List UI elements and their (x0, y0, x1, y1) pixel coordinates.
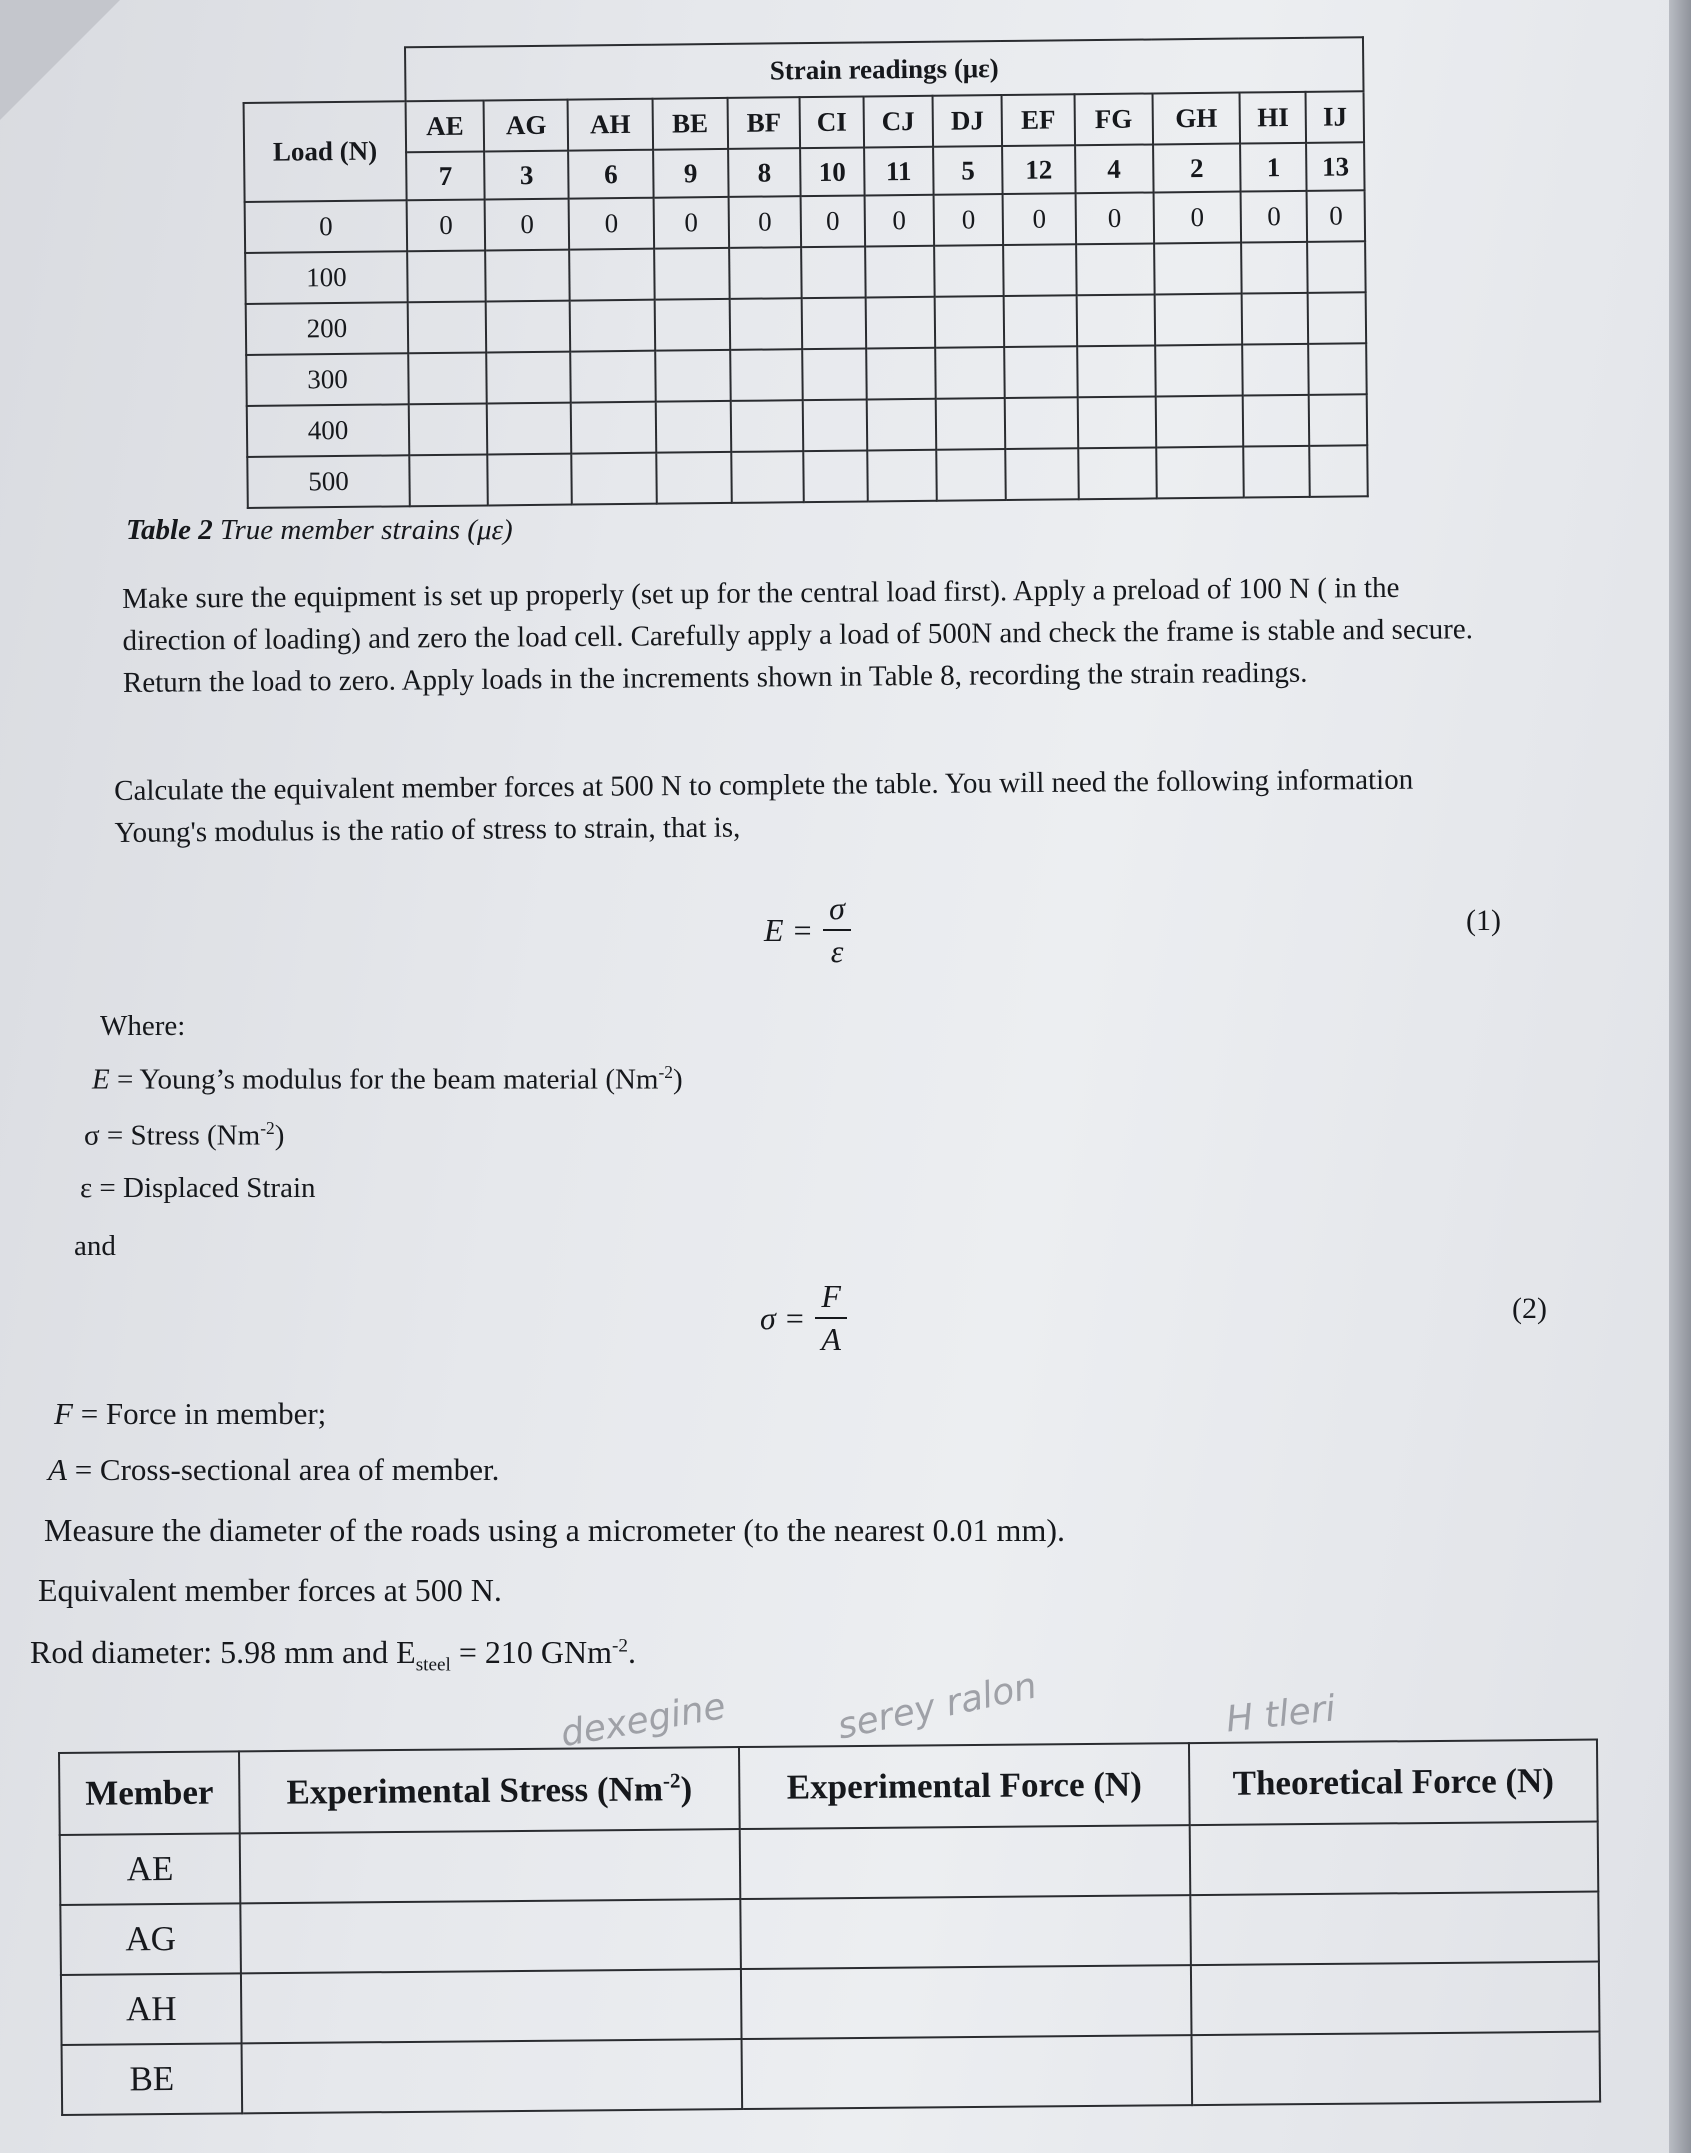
load-cell: 0 (245, 200, 408, 253)
strain-cell[interactable] (802, 297, 866, 349)
strain-cell[interactable] (654, 248, 730, 300)
member-row (61, 1962, 1600, 2045)
member-index: 6 (569, 150, 654, 199)
symbol: E (92, 1063, 110, 1096)
strain-cell[interactable] (731, 451, 804, 503)
strain-cell[interactable] (656, 452, 732, 504)
member-cell: AE (60, 1833, 241, 1905)
equation-youngs-modulus (764, 890, 851, 970)
member-table-body (60, 1822, 1600, 2115)
member-row (60, 1892, 1599, 1975)
strain-row (247, 445, 1367, 508)
member-header: BE (652, 98, 728, 150)
definition-A (48, 1452, 499, 1488)
member-index: 8 (728, 148, 801, 197)
strain-cell[interactable]: 0 (1307, 190, 1365, 242)
table-caption (126, 514, 513, 547)
calculation-paragraph: Calculate the equivalent member forces at 500 N to complete the table. You will need the following information Young's modulus is the ratio of stress to strain, that is, (114, 763, 1414, 849)
strain-cell[interactable]: 0 (1241, 191, 1308, 243)
theoretical-force-cell[interactable] (1190, 1822, 1599, 1896)
member-table-header (59, 1740, 1598, 1835)
strain-cell[interactable] (935, 347, 1005, 399)
fraction-denominator: ε (830, 933, 844, 969)
measure-instruction: Measure the diameter of the roads using a micrometer (to the nearest 0.01 mm). (44, 1512, 1065, 1548)
member-index: 5 (933, 146, 1003, 195)
blank-header-cell (243, 47, 406, 103)
member-header: AE (406, 100, 485, 152)
fraction (823, 890, 851, 970)
member-header: GH (1152, 93, 1240, 145)
member-header: DJ (933, 95, 1003, 147)
member-forces-table (58, 1739, 1601, 2116)
experimental-force-cell[interactable] (742, 2035, 1193, 2109)
steel-subscript: steel (415, 1654, 451, 1676)
theoretical-force-cell[interactable] (1191, 1962, 1600, 2036)
strain-cell[interactable] (729, 247, 802, 299)
fraction-numerator: F (815, 1278, 847, 1319)
strain-readings-table (242, 36, 1369, 509)
strain-cell[interactable] (802, 348, 866, 400)
strain-cell[interactable] (865, 246, 935, 298)
member-index: 7 (406, 151, 485, 200)
page-fold (0, 0, 120, 120)
member-header: AH (568, 99, 653, 151)
strain-cell[interactable] (803, 399, 867, 451)
member-index: 4 (1075, 144, 1154, 193)
rod-text: Rod diameter: 5.98 mm and E (30, 1634, 416, 1670)
strain-cell[interactable] (934, 245, 1004, 297)
symbol: A (48, 1452, 67, 1487)
period: . (628, 1634, 637, 1670)
caption-label: Table 2 (126, 514, 213, 546)
handwritten-note: serey ralon (833, 1665, 1041, 1748)
strain-cell[interactable]: 0 (1153, 192, 1241, 244)
member-header: AG (484, 100, 569, 152)
strain-cell[interactable] (1005, 346, 1078, 398)
strain-cell[interactable] (1154, 243, 1242, 295)
strain-cell[interactable] (1309, 394, 1367, 446)
member-cell: BE (62, 2043, 243, 2115)
stress-cell[interactable] (242, 2039, 743, 2113)
member-index: 2 (1153, 144, 1241, 193)
strain-cell[interactable]: 0 (801, 195, 865, 247)
theoretical-force-header: Theoretical Force (N) (1189, 1740, 1598, 1826)
member-cell: AH (61, 1973, 242, 2045)
stress-header (239, 1747, 740, 1833)
strain-cell[interactable] (655, 401, 731, 453)
strain-cell[interactable] (408, 352, 487, 404)
member-header: Member (59, 1751, 240, 1835)
instructions-paragraph: Make sure the equipment is set up properly (set up for the central load first). Apply a preload of 100 N ( in the direction of loading) and zero the load cell. Carefully apply a load of 500N and check the frame is stable and secure. Return the load to zero. Apply loads in the increments shown in Table 8, recording the strain readings. (122, 571, 1474, 699)
caption-text: True member strains (με) (212, 514, 513, 546)
strain-cell[interactable] (1242, 344, 1309, 396)
experimental-force-cell[interactable] (741, 1965, 1192, 2039)
strain-cell[interactable] (865, 297, 935, 349)
definition-text: σ = Stress (Nm (84, 1119, 261, 1152)
member-cell: AG (60, 1903, 241, 1975)
strain-cell[interactable] (572, 453, 657, 505)
strain-cell[interactable] (570, 249, 655, 301)
strain-cell[interactable] (935, 296, 1005, 348)
strain-cell[interactable]: 0 (485, 199, 570, 251)
equation-lhs: σ = (760, 1299, 806, 1336)
strain-cell[interactable] (408, 301, 487, 353)
equation-number: (2) (1512, 1292, 1547, 1325)
equation-number: (1) (1466, 904, 1501, 937)
experimental-force-cell[interactable] (740, 1895, 1191, 1969)
stress-header-text: Experimental Stress (Nm (286, 1769, 664, 1812)
paper-edge (1669, 0, 1691, 2153)
strain-cell[interactable] (1308, 241, 1366, 293)
fraction-denominator: A (821, 1321, 841, 1357)
strain-cell[interactable] (1003, 244, 1076, 296)
member-header: IJ (1306, 91, 1364, 143)
stress-cell[interactable] (240, 1829, 741, 1903)
rod-modulus: = 210 GNm (450, 1634, 613, 1670)
strain-cell[interactable] (936, 449, 1006, 501)
strain-cell[interactable]: 0 (1075, 192, 1154, 244)
strain-group-header: Strain readings (με) (405, 37, 1364, 101)
strain-cell[interactable] (1243, 446, 1310, 498)
member-index: 10 (800, 147, 864, 196)
strain-cell[interactable] (1155, 294, 1243, 346)
unit-exponent: -2 (612, 1635, 629, 1657)
strain-cell[interactable] (1155, 345, 1243, 397)
strain-cell[interactable] (1310, 445, 1368, 497)
strain-cell[interactable] (1241, 242, 1308, 294)
strain-cell[interactable] (1156, 447, 1244, 499)
strain-cell[interactable] (1005, 397, 1078, 449)
strain-cell[interactable] (867, 450, 937, 502)
strain-cell[interactable] (571, 402, 656, 454)
strain-cell[interactable] (730, 298, 803, 350)
strain-cell[interactable] (804, 450, 868, 502)
unit-exponent: -2 (658, 1062, 673, 1082)
strain-cell[interactable] (731, 400, 804, 452)
load-cell: 500 (247, 455, 410, 508)
member-index: 9 (653, 149, 729, 198)
strain-cell[interactable] (801, 246, 865, 298)
strain-cell[interactable] (866, 399, 936, 451)
strain-cell[interactable] (655, 350, 731, 402)
member-index: 13 (1307, 142, 1365, 191)
load-header: Load (N) (244, 101, 407, 202)
strain-cell[interactable] (409, 403, 488, 455)
experimental-force-header: Experimental Force (N) (739, 1743, 1190, 1829)
strain-cell[interactable] (487, 403, 572, 455)
strain-cell[interactable] (730, 349, 803, 401)
load-cell: 200 (246, 302, 409, 355)
definition-text: = Force in member; (72, 1396, 327, 1431)
strain-cell[interactable] (1077, 345, 1156, 397)
member-header: BF (727, 97, 800, 149)
strain-table-body (245, 190, 1368, 508)
load-cell: 400 (247, 404, 410, 457)
theoretical-force-cell[interactable] (1192, 2032, 1601, 2106)
stress-cell[interactable] (240, 1899, 741, 1973)
strain-cell[interactable] (1076, 294, 1155, 346)
strain-cell[interactable]: 0 (1003, 193, 1076, 245)
strain-cell[interactable] (1309, 343, 1367, 395)
closing-paren: ) (680, 1768, 693, 1808)
rod-diameter-line (30, 1634, 636, 1676)
strain-cell[interactable] (866, 348, 936, 400)
member-row (62, 2032, 1601, 2115)
theoretical-force-cell[interactable] (1190, 1892, 1599, 1966)
strain-cell[interactable] (1243, 395, 1310, 447)
strain-cell[interactable] (571, 351, 656, 403)
strain-cell[interactable] (1242, 293, 1309, 345)
strain-cell[interactable]: 0 (729, 196, 802, 248)
closing-paren: ) (274, 1119, 285, 1152)
closing-paren: ) (672, 1063, 683, 1096)
strain-cell[interactable] (486, 352, 571, 404)
load-cell: 100 (245, 251, 408, 304)
strain-cell[interactable] (485, 250, 570, 302)
strain-cell[interactable] (1077, 396, 1156, 448)
definition-text: = Young’s modulus for the beam material (Nm (109, 1063, 659, 1096)
member-header: HI (1240, 92, 1307, 144)
equation-stress (760, 1278, 847, 1358)
strain-cell[interactable] (1076, 243, 1155, 295)
fraction (815, 1278, 847, 1358)
strain-cell[interactable] (409, 454, 488, 506)
load-cell: 300 (246, 353, 409, 406)
member-header: CJ (863, 96, 933, 148)
strain-cell[interactable] (1078, 447, 1157, 499)
experimental-force-cell[interactable] (740, 1825, 1191, 1899)
member-index: 1 (1240, 143, 1307, 192)
strain-cell[interactable] (1156, 396, 1244, 448)
symbol: F (54, 1396, 73, 1431)
member-header: EF (1002, 94, 1075, 146)
definition-E (92, 1062, 683, 1097)
handwritten-note: H tleri (1224, 1688, 1338, 1741)
and-label: and (74, 1230, 116, 1262)
equivalent-forces-heading: Equivalent member forces at 500 N. (38, 1572, 502, 1608)
member-header: FG (1074, 93, 1153, 145)
strain-cell[interactable] (1006, 448, 1079, 500)
member-index: 12 (1002, 145, 1075, 194)
unit-exponent: -2 (260, 1118, 275, 1138)
unit-exponent: -2 (662, 1768, 681, 1793)
strain-cell[interactable] (407, 250, 486, 302)
member-index: 11 (864, 147, 934, 196)
definition-F (54, 1396, 326, 1432)
equation-lhs: E = (764, 911, 814, 948)
strain-cell[interactable] (570, 300, 655, 352)
definition-epsilon: ε = Displaced Strain (80, 1172, 316, 1204)
where-label: Where: (100, 1010, 186, 1042)
member-index: 3 (484, 151, 569, 200)
strain-cell[interactable] (654, 299, 730, 351)
fraction-numerator: σ (823, 890, 851, 931)
strain-cell[interactable] (936, 398, 1006, 450)
definition-text: = Cross-sectional area of member. (66, 1452, 500, 1487)
strain-cell[interactable]: 0 (934, 194, 1004, 246)
handwritten-note: dexegine (557, 1685, 729, 1756)
strain-cell[interactable] (488, 454, 573, 506)
member-header: CI (800, 96, 864, 148)
definition-sigma (84, 1118, 284, 1153)
strain-cell[interactable] (1308, 292, 1366, 344)
stress-cell[interactable] (241, 1969, 742, 2043)
strain-cell[interactable]: 0 (569, 198, 654, 250)
strain-cell[interactable] (1004, 295, 1077, 347)
strain-cell[interactable]: 0 (407, 199, 486, 251)
strain-cell[interactable]: 0 (864, 195, 934, 247)
strain-cell[interactable] (486, 301, 571, 353)
member-row (60, 1822, 1599, 1905)
strain-cell[interactable]: 0 (653, 197, 729, 249)
